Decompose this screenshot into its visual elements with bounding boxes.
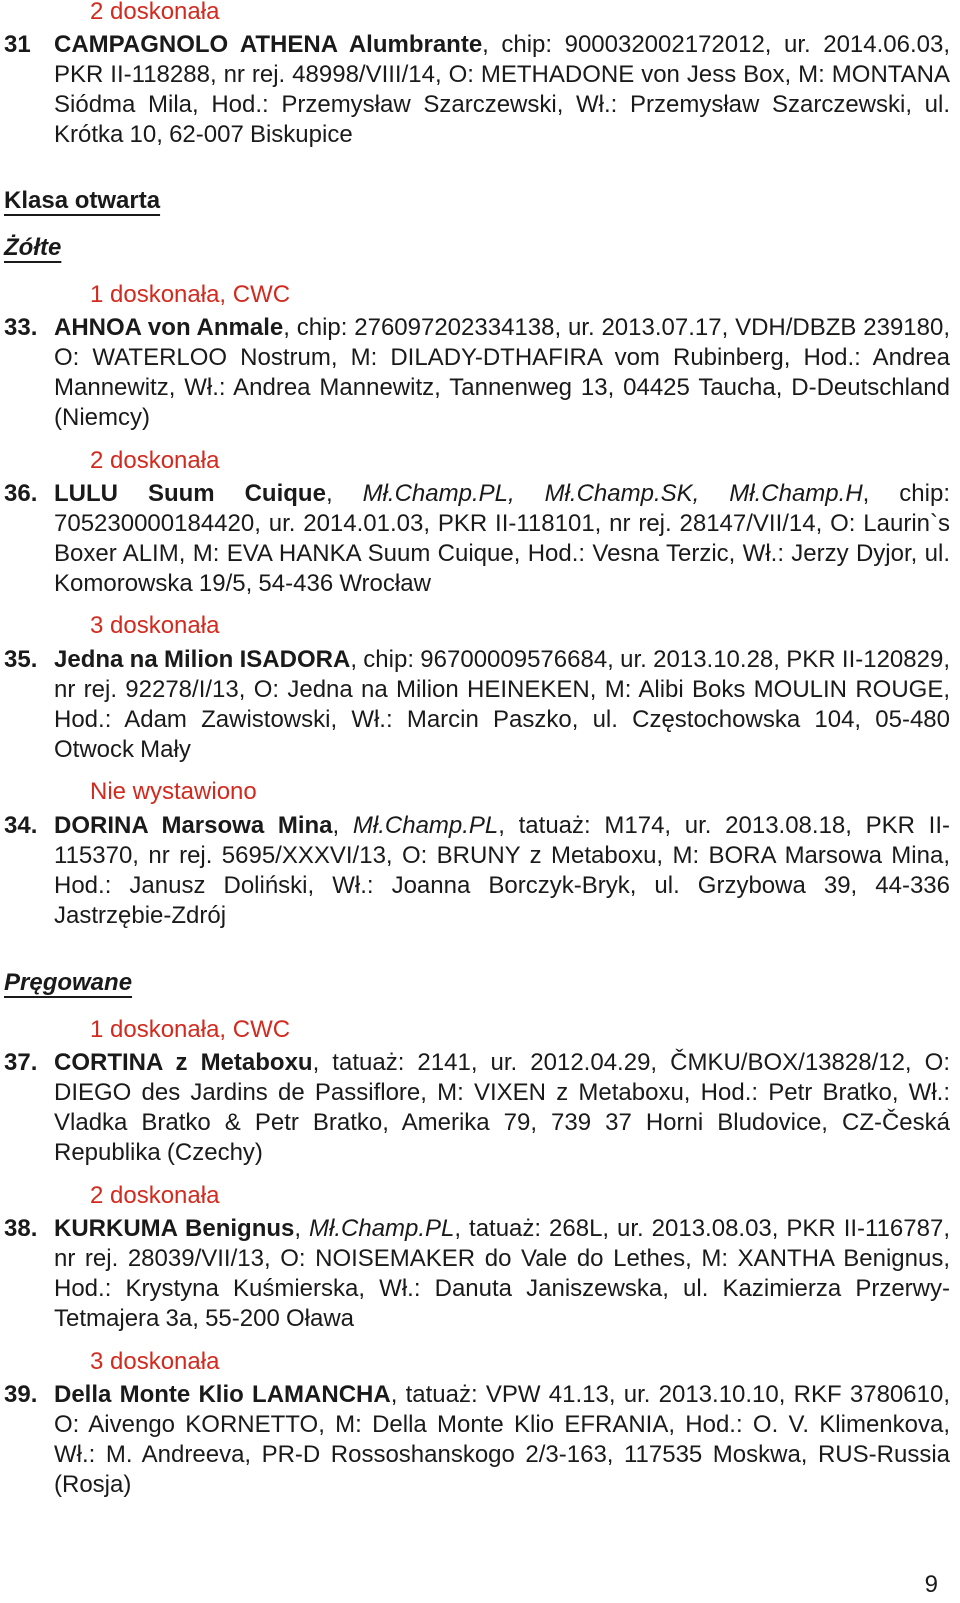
entry-31 xyxy=(4,30,950,150)
dog-titles: Mł.Champ.PL xyxy=(352,812,499,839)
award-label: 2 doskonała xyxy=(90,447,220,474)
entry-number: 33. xyxy=(4,314,38,341)
award-label: 1 doskonała, CWC xyxy=(90,281,291,308)
entry-details: , chip: 900032002172012, ur. 2014.06.03, PKR II-118288, nr rej. 48998/VIII/14, O: METHADONE von Jess Box, M: MONTANA Siódma Mila, Hod.: Przemysław Szarczewski, Wł.: Przemysław Szarczewski, ul. Krótka 10, 62-007 Biskupice xyxy=(54,31,951,148)
entry-37 xyxy=(4,1048,950,1168)
entry-details: , tatuaż: VPW 41.13, ur. 2013.10.10, RKF 3780610, O: Aivengo KORNETTO, M: Della Monte Klio EFRANIA, Hod.: O. V. Klimenkova, Wł.: M. Andreeva, PR-D Rossoshanskogo 2/3-163, 117535 Moskwa, RUS-Russia (Rosja) xyxy=(54,1381,950,1498)
entry-details: , tatuaż: 2141, ur. 2012.04.29, ČMKU/BOX/13828/12, O: DIEGO des Jardins de Passiflore, M: VIXEN z Metaboxu, Hod.: Petr Bratko, Wł.: Vladka Bratko & Petr Bratko, Amerika 79, 739 37 Horni Bludovice, CZ-Česká Republika (Czechy) xyxy=(54,1049,950,1166)
class-heading: Klasa otwarta xyxy=(4,187,161,214)
dog-name: LULU Suum Cuique xyxy=(54,480,326,507)
award-label: 3 doskonała xyxy=(90,612,220,639)
dog-name: DORINA Marsowa Mina xyxy=(54,812,333,839)
dog-name: Jedna na Milion ISADORA xyxy=(54,646,351,673)
award-label: Nie wystawiono xyxy=(90,778,257,805)
dog-name: KURKUMA Benignus xyxy=(54,1215,295,1242)
dog-name: AHNOA von Anmale xyxy=(54,314,284,341)
dog-titles: Mł.Champ.PL, Mł.Champ.SK, Mł.Champ.H xyxy=(362,480,863,507)
entry-details: , chip: 705230000184420, ur. 2014.01.03, PKR II-118101, nr rej. 28147/VII/14, O: Laurin`s Boxer ALIM, M: EVA HANKA Suum Cuique, Hod.: Vesna Terzic, Wł.: Jerzy Dyjor, ul. Komorowska 19/5, 54-436 Wrocław xyxy=(54,480,950,597)
dog-name: Della Monte Klio LAMANCHA xyxy=(54,1381,391,1408)
award-label: 2 doskonała xyxy=(90,1182,220,1209)
entry-number: 34. xyxy=(4,812,38,839)
color-heading: Żółte xyxy=(4,234,62,261)
entry-details: , tatuaż: 268L, ur. 2013.08.03, PKR II-116787, nr rej. 28039/VII/13, O: NOISEMAKER do Vale do Lethes, M: XANTHA Benignus, Hod.: Krystyna Kuśmierska, Wł.: Danuta Janiszewska, ul. Kazimierza Przerwy-Tetmajera 3a, 55-200 Oława xyxy=(54,1215,950,1332)
entry-number: 37. xyxy=(4,1049,38,1076)
dog-titles: Mł.Champ.PL xyxy=(309,1215,455,1242)
separator: , xyxy=(294,1215,310,1242)
entry-39 xyxy=(4,1380,950,1500)
entry-number: 39. xyxy=(4,1381,38,1408)
dog-name: CAMPAGNOLO ATHENA Alumbrante xyxy=(54,31,483,58)
color-heading: Pręgowane xyxy=(4,969,133,996)
separator: , xyxy=(325,480,363,507)
entry-number: 36. xyxy=(4,480,38,507)
dog-name: CORTINA z Metaboxu xyxy=(54,1049,313,1076)
entry-details: , chip: 96700009576684, ur. 2013.10.28, PKR II-120829, nr rej. 92278/I/13, O: Jedna na Milion HEINEKEN, M: Alibi Boks MOULIN ROUGE, Hod.: Adam Zawistowski, Wł.: Marcin Paszko, ul. Częstochowska 104, 05-480 Otwock Mały xyxy=(54,646,950,763)
entry-36 xyxy=(4,479,950,599)
entry-details: , tatuaż: M174, ur. 2013.08.18, PKR II-115370, nr rej. 5695/XXXVI/13, O: BRUNY z Metaboxu, M: BORA Marsowa Mina, Hod.: Janusz Doliński, Wł.: Joanna Borczyk-Bryk, ul. Grzybowa 39, 44-336 Jastrzębie-Zdrój xyxy=(54,812,950,929)
entry-number: 31 xyxy=(4,31,31,58)
entry-33 xyxy=(4,313,950,433)
page-number: 9 xyxy=(924,1571,938,1598)
award-label: 2 doskonała xyxy=(90,0,220,25)
entry-number: 38. xyxy=(4,1215,38,1242)
entry-number: 35. xyxy=(4,646,38,673)
award-label: 3 doskonała xyxy=(90,1348,220,1375)
entry-38 xyxy=(4,1214,950,1334)
entry-details: , chip: 276097202334138, ur. 2013.07.17, VDH/DBZB 239180, O: WATERLOO Nostrum, M: DILADY-DTHAFIRA vom Rubinberg, Hod.: Andrea Mannewitz, Wł.: Andrea Mannewitz, Tannenweg 13, 04425 Taucha, D-Deutschland (Niemcy) xyxy=(54,314,950,431)
entry-34 xyxy=(4,811,950,931)
award-label: 1 doskonała, CWC xyxy=(90,1016,291,1043)
entry-35 xyxy=(4,645,950,765)
separator: , xyxy=(332,812,353,839)
